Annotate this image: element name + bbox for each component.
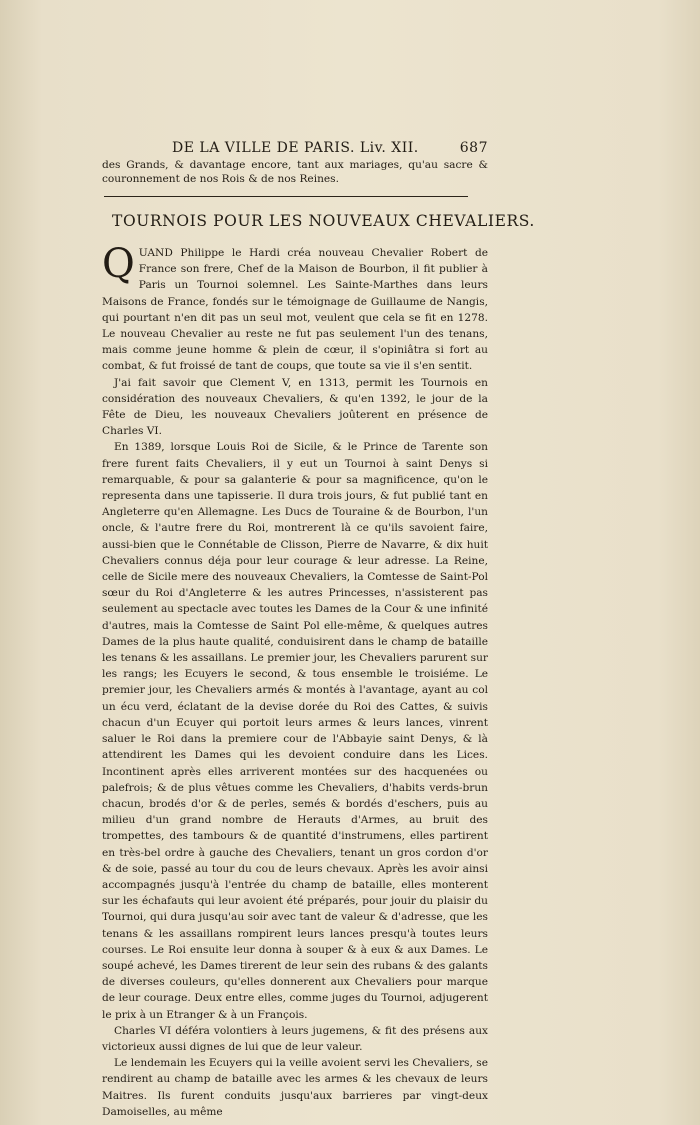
page-number: 687 bbox=[459, 140, 488, 156]
section-title: TOURNOIS POUR LES NOUVEAUX CHEVALIERS. bbox=[112, 212, 535, 230]
carryover-text bbox=[102, 158, 488, 186]
drop-cap: Q bbox=[102, 241, 135, 287]
body-text bbox=[102, 241, 488, 1120]
paragraph-2: J'ai fait savoir que Clement V, en 1313, permit les Tournois en considération des nouveaux Chevaliers, & qu'en 1392, le jour de la Fête de Dieu, les nouveaux Chevaliers joûterent en présence de Charles VI. bbox=[102, 376, 488, 438]
paragraph-1-text: UAND Philippe le Hardi créa nouveau Chevalier Robert de France son frere, Chef de la Maison de Bourbon, il fit publier à Paris un Tournoi solemnel. Les Sainte-Marthes dans leurs Maisons de France, fondés sur le témoignage de Guillaume de Nangis, qui pourtant n'en dit pas un seul mot, veulent que cela se fit en 1278. Le nouveau Chevalier au reste ne fut pas seulement l'un des tenans, mais comme jeune homme & plein de cœur, il s'opiniâtra si fort au combat, & fut froissé de tant de coups, que toute sa vie il s'en sentit. bbox=[102, 247, 488, 373]
running-header bbox=[102, 140, 488, 158]
carryover-paragraph: des Grands, & davantage encore, tant aux mariages, qu'au sacre & couronnement de nos Rois & de nos Reines. bbox=[102, 159, 488, 185]
running-title: DE LA VILLE DE PARIS. Liv. XII. bbox=[172, 140, 419, 156]
paragraph-4: Charles VI déféra volontiers à leurs jugemens, & fit des présens aux victorieux aussi dignes de lui que de leur valeur. bbox=[102, 1024, 488, 1053]
paragraph-1 bbox=[102, 241, 488, 375]
paragraph-5: Le lendemain les Ecuyers qui la veille avoient servi les Chevaliers, se rendirent au champ de bataille avec les armes & les chevaux de leurs Maitres. Ils furent conduits jusqu'aux barrieres par vingt-deux Damoiselles, au même bbox=[102, 1057, 488, 1118]
paragraph-3: En 1389, lorsque Louis Roi de Sicile, & le Prince de Tarente son frere furent faits Chevaliers, il y eut un Tournoi à saint Denys si remarquable, & pour sa galanterie & pour sa magnificence, qu'on le representa dans une tapisserie. Il dura trois jours, & fut publié tant en Angleterre qu'en Allemagne. Les Ducs de Touraine & de Bourbon, l'un oncle, & l'autre frere du Roi, montrerent là ce qu'ils savoient faire, aussi-bien que le Connétable de Clisson, Pierre de Navarre, & dix huit Chevaliers connus déja pour leur courage & leur adresse. La Reine, celle de Sicile mere des nouveaux Chevaliers, la Comtesse de Saint-Pol sœur du Roi d'Angleterre & les autres Princesses, n'assisterent pas seulement au spectacle avec toutes les Dames de la Cour & une infinité d'autres, mais la Comtesse de Saint Pol elle-même, & quelques autres Dames de la plus haute qualité, conduisirent dans le champ de bataille les tenans & les assaillans. Le premier jour, les Chevaliers parurent sur les rangs; les Ecuyers le second, & tous ensemble le troisiéme. Le premier jour, les Chevaliers armés & montés à l'avantage, ayant au col un écu verd, éclatant de la devise dorée du Roi des Cattes, & suivis chacun d'un Ecuyer qui portoit leurs armes & leurs lances, vinrent saluer le Roi dans la premiere cour de l'Abbayie saint Denys, & là attendirent les Dames qui les devoient conduire dans les Lices. Incontinent après elles arriverent montées sur des hacquenées ou palefrois; & de plus vêtues comme les Chevaliers, d'habits verds-brun chacun, brodés d'or & de perles, semés & bordés d'eschers, puis au milieu d'un grand nombre de Herauts d'Armes, au bruit des trompettes, des tambours & de quantité d'instrumens, elles partirent en très-bel ordre à gauche des Chevaliers, tenant un gros cordon d'or & de soie, passé au tour du cou de leurs chevaux. Après les avoir ainsi accompagnés jusqu'à l'entrée du champ de bataille, elles monterent sur les échafauts qui leur avoient été préparés, pour jouir du plaisir du Tournoi, qui dura jusqu'au soir avec tant de valeur & d'adresse, que les tenans & les assaillans rompirent leurs lances presqu'à toutes leurs courses. Le Roi ensuite leur donna à souper & à eux & aux Dames. Le soupé achevé, les Dames tirerent de leur sein des rubans & des galants de diverses couleurs, qu'elles donnerent aux Chevaliers pour marque de leur courage. Deux entre elles, comme juges du Tournoi, adjugerent le prix à un Etranger & à un François. bbox=[102, 441, 488, 1021]
section-divider bbox=[104, 196, 468, 197]
